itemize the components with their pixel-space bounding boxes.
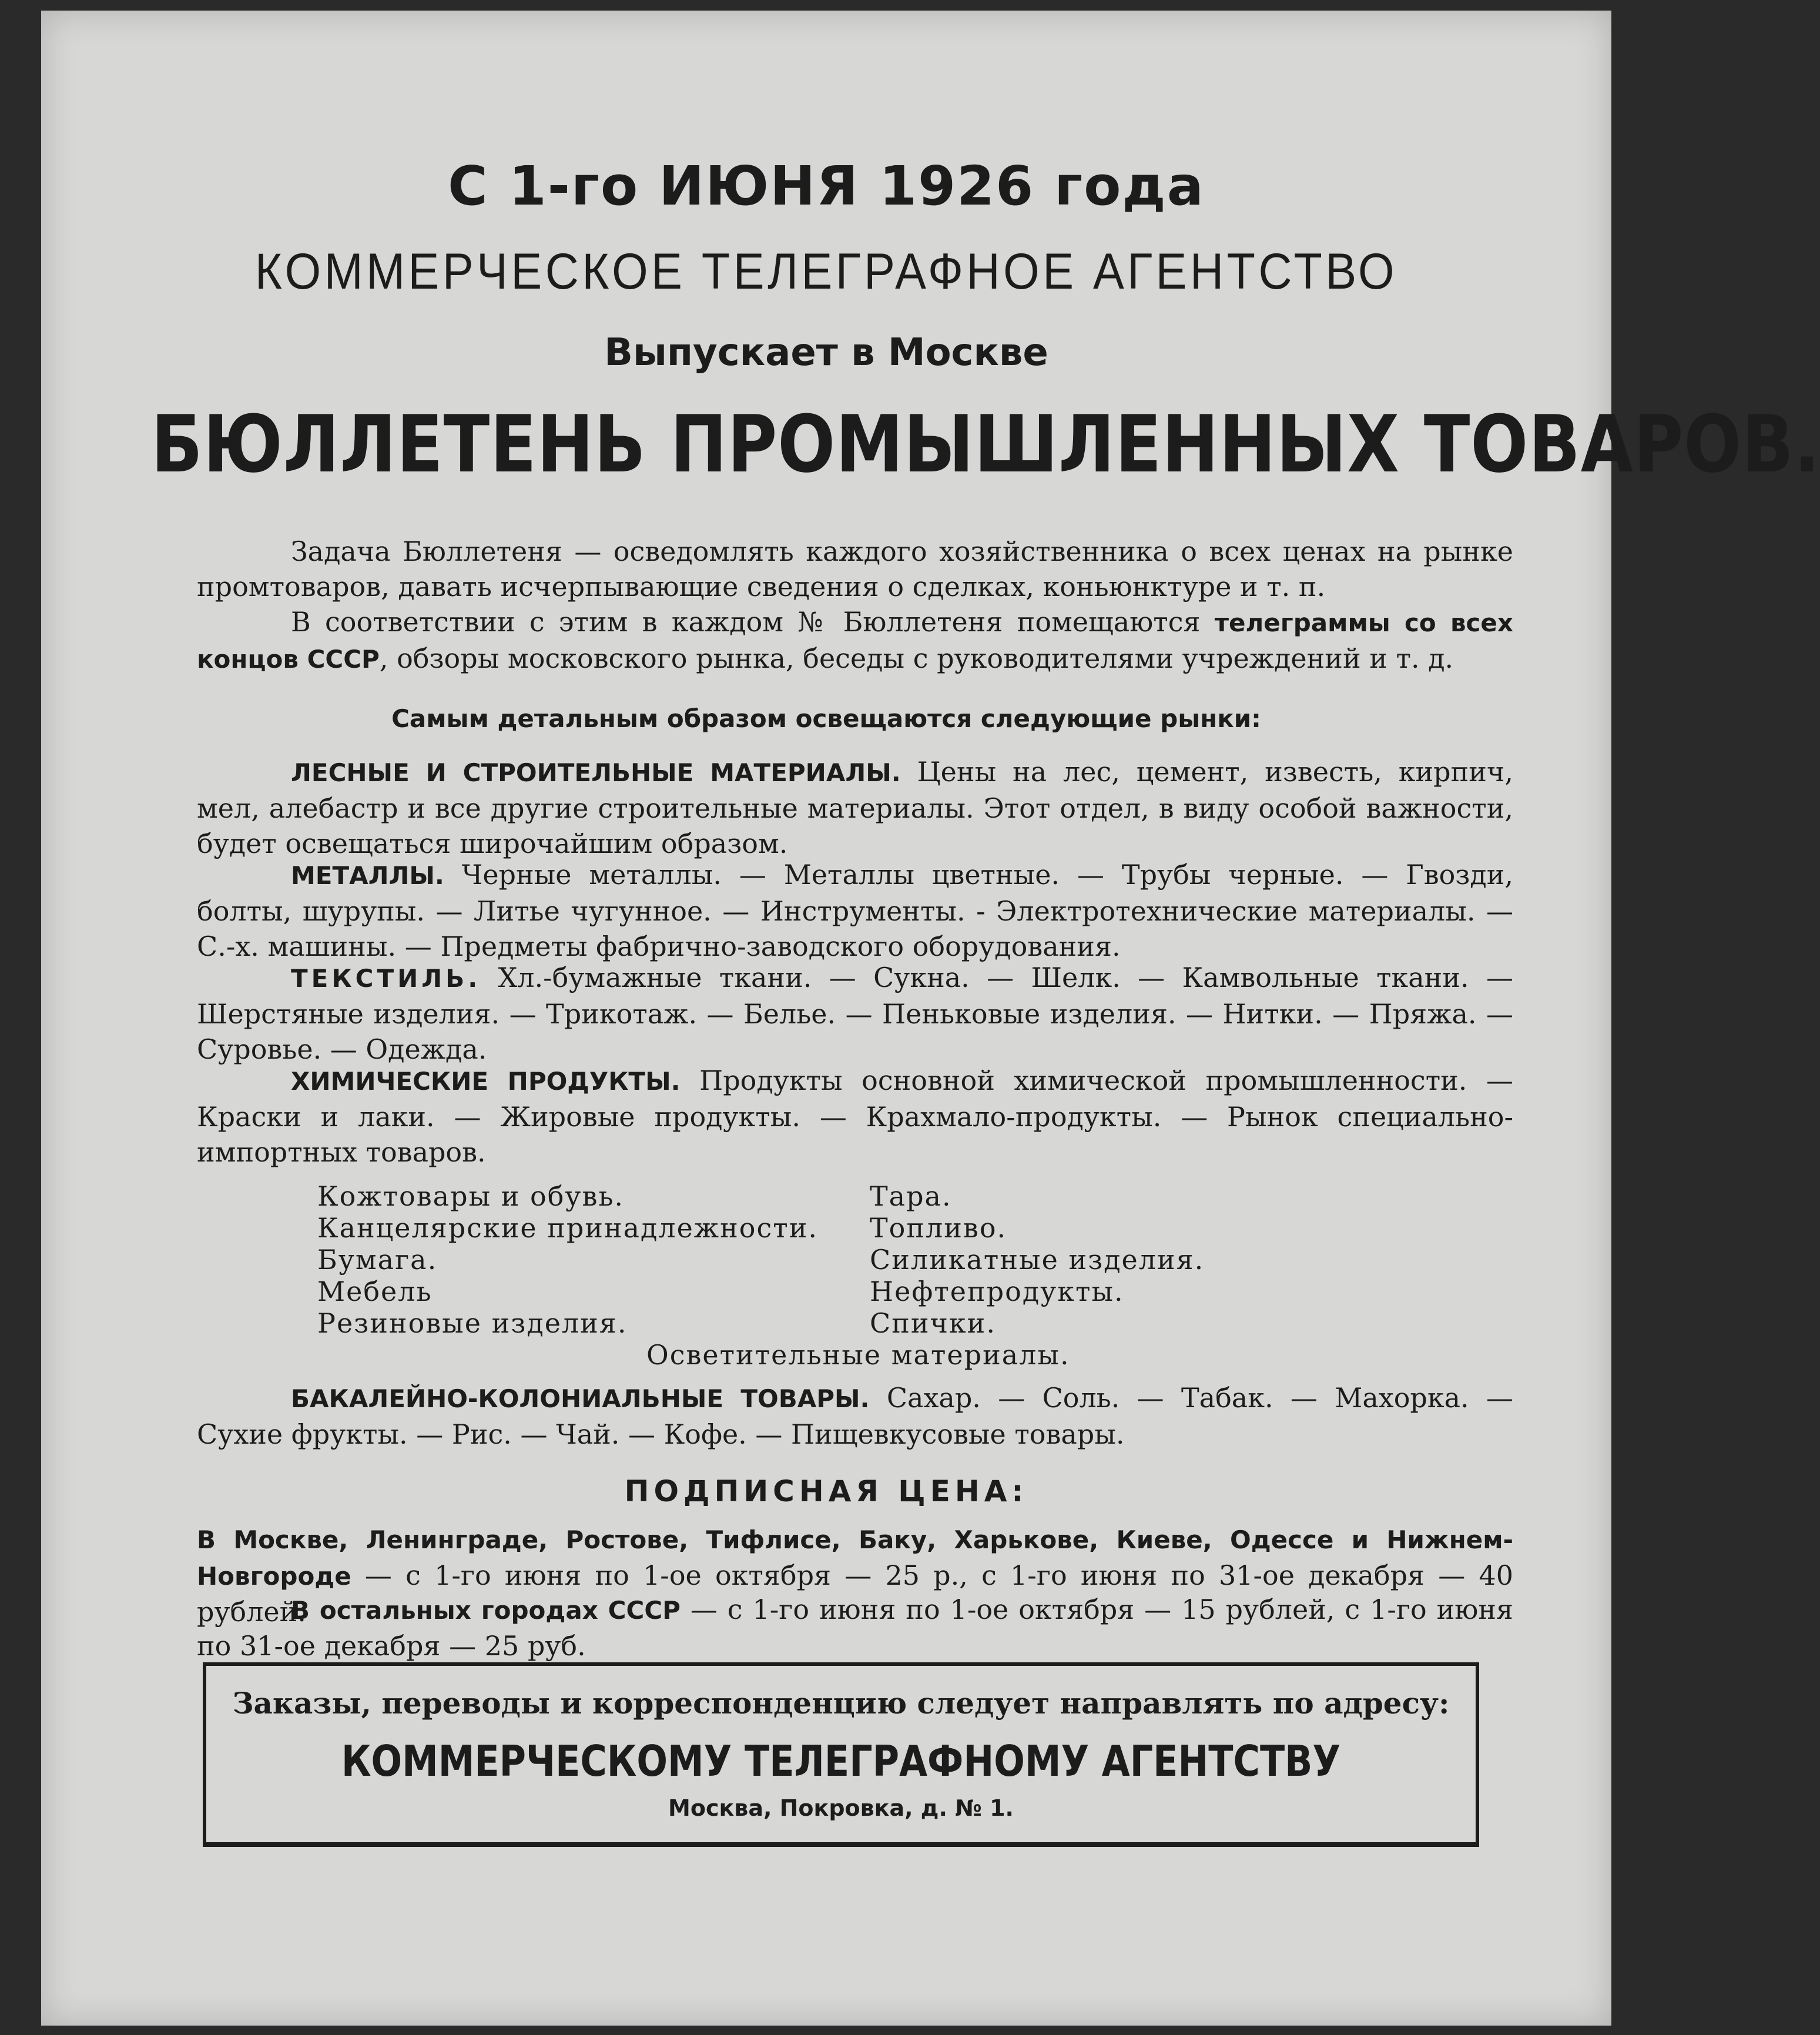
section-grocery bbox=[197, 1380, 1513, 1452]
section-metals bbox=[197, 857, 1513, 964]
intro-p2-end: , обзоры московского рынка, беседы с руководителями учреждений и т. д. bbox=[379, 642, 1454, 674]
forest-text: Цены на лес, цемент, известь, кирпич, мел, алебастр и все другие строительные материалы. Этот отдел, в виду особой важности, будет освещаться широчайшим образом. bbox=[197, 756, 1513, 859]
address-instruction: Заказы, переводы и корреспонденцию следует направлять по адресу: bbox=[232, 1686, 1450, 1721]
textile-label: ТЕКСТИЛЬ. bbox=[291, 964, 481, 993]
date-heading: С 1-го ИЮНЯ 1926 года bbox=[448, 155, 1205, 217]
intro-p2-start: В соответствии с этим в каждом № Бюллетеня помещаются bbox=[291, 606, 1201, 638]
goods-item: Топливо. bbox=[870, 1212, 1007, 1244]
goods-item: Спички. bbox=[870, 1307, 996, 1339]
intro-p2-bold: телеграммы со всех концов СССР bbox=[197, 608, 1513, 674]
goods-item: Кожтовары и обувь. bbox=[317, 1180, 625, 1212]
section-textile bbox=[197, 960, 1513, 1067]
metals-label: МЕТАЛЛЫ. bbox=[291, 861, 444, 890]
cities-price: — с 1-го июня по 1-ое октября — 25 р., с 1-го июня по 31-ое декабря — 40 рублей. bbox=[197, 1559, 1513, 1628]
other-bold: В остальных городах СССР bbox=[291, 1596, 681, 1625]
textile-text: Хл.-бумажные ткани. — Сукна. — Шелк. — Камвольные ткани. — Шерстяные изделия. — Трикотаж. — Белье. — Пеньковые изделия. — Нитки. — Пряжа. — Суровье. — Одежда. bbox=[197, 962, 1513, 1065]
address-recipient: КОММЕРЧЕСКОМУ ТЕЛЕГРАФНОМУ АГЕНТСТВУ bbox=[341, 1736, 1341, 1786]
other-price: — с 1-го июня по 1-ое октября — 15 рублей, с 1-го июня по 31-ое декабря — 25 руб. bbox=[197, 1594, 1513, 1662]
goods-item: Силикатные изделия. bbox=[870, 1244, 1205, 1276]
goods-item: Осветительные материалы. bbox=[646, 1339, 1070, 1371]
section-forest bbox=[197, 754, 1513, 861]
cities-bold: В Москве, Ленинграде, Ростове, Тифлисе, Баку, Харькове, Киеве, Одессе и Нижнем-Новгороде bbox=[197, 1525, 1513, 1591]
goods-right-column bbox=[870, 1180, 1204, 1339]
grocery-label: БАКАЛЕЙНО-КОЛОНИАЛЬНЫЕ ТОВАРЫ. bbox=[291, 1384, 870, 1413]
address-street: Москва, Покровка, д. № 1. bbox=[668, 1795, 1014, 1821]
grocery-text: Сахар. — Соль. — Табак. — Махорка. — Сухие фрукты. — Рис. — Чай. — Кофе. — Пищевкусовые товары. bbox=[197, 1382, 1513, 1450]
goods-item: Нефтепродукты. bbox=[870, 1276, 1124, 1307]
forest-label: ЛЕСНЫЕ И СТРОИТЕЛЬНЫЕ МАТЕРИАЛЫ. bbox=[291, 758, 901, 787]
subscription-other-cities bbox=[197, 1592, 1513, 1664]
goods-center-item bbox=[646, 1339, 1070, 1371]
section-chemicals bbox=[197, 1063, 1513, 1170]
document-page bbox=[41, 11, 1820, 2026]
goods-left-column bbox=[317, 1180, 818, 1339]
issues-line: Выпускает в Москве bbox=[604, 331, 1048, 374]
intro-paragraph-2 bbox=[197, 604, 1513, 677]
metals-text: Черные металлы. — Металлы цветные. — Трубы черные. — Гвозди, болты, шурупы. — Литье чугунное. — Инструменты. - Электротехнические материалы. — С.-х. машины. — Предметы фабрично-заводского оборудования. bbox=[197, 859, 1513, 962]
address-box bbox=[203, 1662, 1479, 1847]
goods-item: Бумага. bbox=[317, 1244, 438, 1276]
goods-item: Резиновые изделия. bbox=[317, 1307, 628, 1339]
goods-item: Тара. bbox=[870, 1180, 952, 1212]
agency-name: КОММЕРЧЕСКОЕ ТЕЛЕГРАФНОЕ АГЕНТСТВО bbox=[254, 243, 1398, 300]
markets-heading: Самым детальным образом освещаются следующие рынки: bbox=[391, 704, 1261, 733]
subscription-heading: ПОДПИСНАЯ ЦЕНА: bbox=[624, 1474, 1028, 1508]
goods-item: Мебель bbox=[317, 1276, 433, 1307]
chem-label: ХИМИЧЕСКИЕ ПРОДУКТЫ. bbox=[291, 1067, 681, 1096]
chem-text: Продукты основной химической промышленности. — Краски и лаки. — Жировые продукты. — Крахмало-продукты. — Рынок специально-импортных товаров. bbox=[197, 1065, 1513, 1168]
intro-paragraph-1: Задача Бюллетеня — осведомлять каждого хозяйственника о всех ценах на рынке промтоваров, давать исчерпывающие сведения о сделках, коньюнктуре и т. п. bbox=[197, 535, 1513, 603]
bulletin-title: БЮЛЛЕТЕНЬ ПРОМЫШЛЕННЫХ ТОВАРОВ. bbox=[151, 399, 1820, 490]
goods-item: Канцелярские принадлежности. bbox=[317, 1212, 818, 1244]
